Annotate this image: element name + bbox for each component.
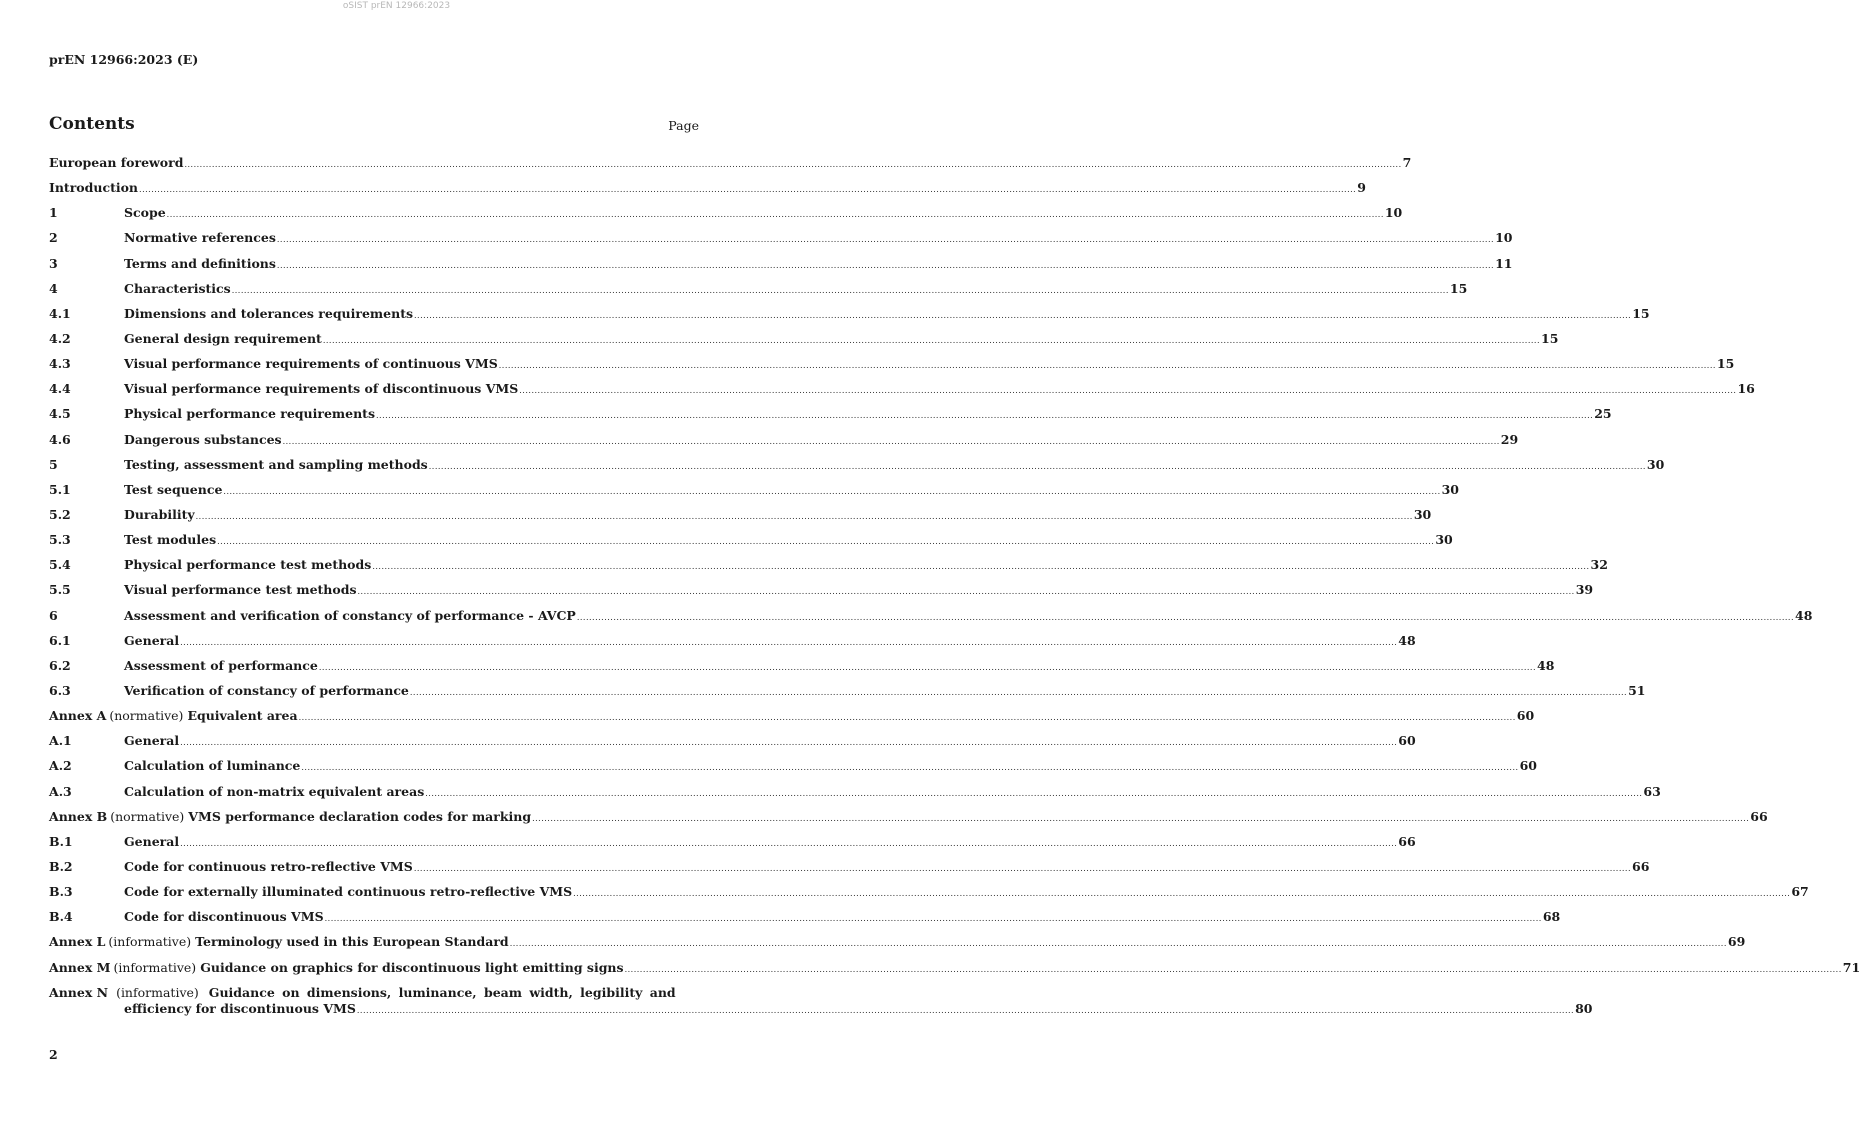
toc-section-number: 5.1 <box>49 481 71 497</box>
toc-leader-dots: ................................................................................................................................................................................................................................................................................................................................................................................................................ <box>322 335 1540 345</box>
toc-section-number: 4.5 <box>49 406 71 422</box>
toc-section-number: 4 <box>49 280 58 296</box>
toc-page-number: 11 <box>1495 255 1513 271</box>
toc-entry[interactable] <box>49 730 1416 755</box>
toc-section-number: A.2 <box>49 758 72 774</box>
toc-leader-dots: ................................................................................................................................................................................................................................................................................................................................................................................................................ <box>576 612 1794 622</box>
toc-leader-dots: ................................................................................................................................................................................................................................................................................................................................................................................................................ <box>180 838 1398 848</box>
toc-annex-kind: (normative) <box>109 708 184 724</box>
toc-section-number: B.2 <box>49 858 73 874</box>
toc-section-number: B.4 <box>49 909 73 925</box>
toc-entry[interactable] <box>49 705 1535 730</box>
toc-leader-dots: ................................................................................................................................................................................................................................................................................................................................................................................................................ <box>166 210 1384 220</box>
toc-section-number: 4.2 <box>49 330 71 346</box>
document-id: prEN 12966:2023 (E) <box>49 52 199 67</box>
toc-entry[interactable] <box>49 655 1555 680</box>
toc-page-number: 48 <box>1537 657 1555 673</box>
toc-annex-label: Annex M <box>49 959 111 975</box>
toc-leader-dots: ................................................................................................................................................................................................................................................................................................................................................................................................................ <box>498 361 1716 371</box>
toc-title: Physical performance test methods <box>124 557 372 573</box>
toc-leader-dots: ................................................................................................................................................................................................................................................................................................................................................................................................................ <box>195 511 1413 521</box>
toc-leader-dots: ................................................................................................................................................................................................................................................................................................................................................................................................................ <box>372 562 1590 572</box>
toc-entry[interactable] <box>49 504 1432 529</box>
toc-title: Code for discontinuous VMS <box>124 909 324 925</box>
toc-title: Terms and definitions <box>124 255 276 271</box>
toc-leader-dots: ................................................................................................................................................................................................................................................................................................................................................................................................................ <box>624 964 1842 974</box>
toc-leader-dots: ................................................................................................................................................................................................................................................................................................................................................................................................................ <box>217 537 1435 547</box>
toc-title: Visual performance requirements of discontinuous VMS <box>124 381 519 397</box>
toc-page-number: 68 <box>1542 909 1561 925</box>
toc-section-number: 5.3 <box>49 532 71 548</box>
toc-entry[interactable] <box>49 152 1412 177</box>
toc-entry[interactable] <box>49 579 1594 604</box>
toc-page-number: 63 <box>1643 783 1661 799</box>
toc-annex-label: Annex L <box>49 934 106 950</box>
toc-entry[interactable] <box>49 906 1561 931</box>
toc-page-number: 66 <box>1398 833 1416 849</box>
toc-entry[interactable] <box>49 202 1403 227</box>
toc-title: Normative references <box>124 230 276 246</box>
toc-title: Terminology used in this European Standard <box>195 934 509 950</box>
toc-annex-kind: (informative) <box>113 959 197 975</box>
toc-annex-kind: (informative) <box>108 934 192 950</box>
toc-page-number: 48 <box>1398 632 1416 648</box>
toc-page-number: 25 <box>1594 406 1612 422</box>
toc-page-number: 69 <box>1727 934 1746 950</box>
toc-leader-dots: ................................................................................................................................................................................................................................................................................................................................................................................................................ <box>509 939 1727 949</box>
toc-title: Calculation of luminance <box>124 758 301 774</box>
toc-title: Visual performance requirements of continuous VMS <box>124 356 498 372</box>
toc-page-number: 32 <box>1590 557 1608 573</box>
toc-entry[interactable] <box>49 454 1665 479</box>
toc-title: General <box>124 733 180 749</box>
toc-page-number: 51 <box>1628 682 1646 698</box>
toc-page-number: 60 <box>1519 758 1537 774</box>
toc-entry[interactable] <box>49 303 1650 328</box>
toc-entry[interactable] <box>49 554 1608 579</box>
toc-title: Assessment and verification of constancy of performance - AVCP <box>124 607 576 623</box>
toc-title: Scope <box>124 205 166 221</box>
toc-title: European foreword <box>49 155 184 170</box>
toc-page-number: 10 <box>1495 230 1513 246</box>
toc-section-number: 5.5 <box>49 582 71 598</box>
toc-entry[interactable] <box>49 378 1755 403</box>
toc-page-number: 80 <box>1575 1000 1593 1016</box>
table-of-contents <box>49 152 1860 1020</box>
toc-title: Durability <box>124 506 195 522</box>
toc-title-line2: efficiency for discontinuous VMS <box>124 1000 356 1016</box>
toc-leader-dots: ................................................................................................................................................................................................................................................................................................................................................................................................................ <box>324 914 1542 924</box>
toc-page-number: 9 <box>1357 180 1366 196</box>
toc-leader-dots: ................................................................................................................................................................................................................................................................................................................................................................................................................ <box>413 863 1631 873</box>
toc-page-number: 48 <box>1795 607 1813 623</box>
toc-entry[interactable] <box>49 957 1860 982</box>
toc-title: General <box>124 632 180 648</box>
toc-page-number: 67 <box>1791 884 1809 900</box>
toc-leader-dots: ................................................................................................................................................................................................................................................................................................................................................................................................................ <box>376 411 1594 421</box>
toc-section-number: 1 <box>49 205 58 221</box>
toc-section-number: 6.2 <box>49 657 71 673</box>
toc-leader-dots: ................................................................................................................................................................................................................................................................................................................................................................................................................ <box>428 461 1646 471</box>
toc-title: General design requirement <box>124 330 322 346</box>
toc-section-number: 6 <box>49 607 58 623</box>
toc-annex-label: Annex B <box>49 808 108 824</box>
page-column-label: Page <box>668 118 699 133</box>
toc-title: Code for externally illuminated continuous retro-reflective VMS <box>124 884 573 900</box>
toc-leader-dots: ................................................................................................................................................................................................................................................................................................................................................................................................................ <box>276 260 1495 270</box>
toc-entry[interactable] <box>49 328 1559 353</box>
toc-entry[interactable] <box>49 781 1661 806</box>
toc-section-number: B.1 <box>49 833 73 849</box>
toc-leader-dots: ................................................................................................................................................................................................................................................................................................................................................................................................................ <box>223 486 1441 496</box>
toc-page-number: 15 <box>1449 280 1468 296</box>
toc-page-number: 30 <box>1646 456 1665 472</box>
toc-leader-dots: ................................................................................................................................................................................................................................................................................................................................................................................................................ <box>184 160 1402 169</box>
toc-leader-dots: ................................................................................................................................................................................................................................................................................................................................................................................................................ <box>298 713 1516 723</box>
toc-title: Physical performance requirements <box>124 406 375 422</box>
toc-leader-dots: ................................................................................................................................................................................................................................................................................................................................................................................................................ <box>139 185 1357 195</box>
toc-title: Test sequence <box>124 481 223 497</box>
toc-entry[interactable] <box>49 353 1735 378</box>
toc-entry[interactable] <box>49 856 1650 881</box>
toc-page-number: 60 <box>1516 708 1535 724</box>
toc-entry[interactable] <box>49 931 1746 956</box>
toc-section-number: 3 <box>49 255 58 271</box>
toc-section-number: B.3 <box>49 884 73 900</box>
toc-page-number: 29 <box>1500 431 1519 447</box>
page-number: 2 <box>49 1047 58 1062</box>
toc-entry[interactable] <box>49 881 1809 906</box>
toc-page-number: 39 <box>1575 582 1594 598</box>
toc-annex-label: Annex N <box>49 984 109 1000</box>
toc-leader-dots: ................................................................................................................................................................................................................................................................................................................................................................................................................ <box>409 687 1628 697</box>
toc-title: Equivalent area <box>187 708 298 724</box>
toc-page-number: 15 <box>1541 330 1559 346</box>
toc-title: Verification of constancy of performance <box>124 682 409 698</box>
toc-title: Guidance on graphics for discontinuous light emitting signs <box>200 959 624 975</box>
toc-entry[interactable] <box>49 529 1453 554</box>
toc-leader-dots: ................................................................................................................................................................................................................................................................................................................................................................................................................ <box>318 662 1537 672</box>
toc-page-number: 7 <box>1402 155 1412 170</box>
toc-entry[interactable] <box>49 806 1768 831</box>
toc-title: Code for continuous retro-reflective VMS <box>124 858 413 874</box>
toc-entry[interactable] <box>49 755 1537 780</box>
toc-page-number: 10 <box>1384 205 1403 221</box>
toc-entry[interactable] <box>49 605 1813 630</box>
toc-leader-dots: ................................................................................................................................................................................................................................................................................................................................................................................................................ <box>357 587 1575 597</box>
contents-title: Contents <box>49 114 135 134</box>
toc-section-number: 4.4 <box>49 381 71 397</box>
toc-page-number: 16 <box>1737 381 1755 397</box>
watermark: oSIST prEN 12966:2023 <box>342 1 451 11</box>
toc-entry-annex-n[interactable] <box>49 982 1593 1020</box>
toc-page-number: 66 <box>1750 808 1768 824</box>
toc-page-number: 15 <box>1632 305 1650 321</box>
toc-title: Dangerous substances <box>124 431 282 447</box>
toc-leader-dots: ................................................................................................................................................................................................................................................................................................................................................................................................................ <box>282 436 1500 446</box>
toc-entry[interactable] <box>49 831 1416 856</box>
toc-section-number: 5 <box>49 456 58 472</box>
toc-page-number: 30 <box>1435 532 1453 548</box>
toc-leader-dots: ................................................................................................................................................................................................................................................................................................................................................................................................................ <box>573 889 1791 899</box>
toc-title: Calculation of non-matrix equivalent areas <box>124 783 425 799</box>
toc-section-number: 4.1 <box>49 305 71 321</box>
toc-page-number: 30 <box>1413 506 1432 522</box>
toc-title: VMS performance declaration codes for marking <box>188 808 532 824</box>
toc-section-number: 5.4 <box>49 557 71 573</box>
toc-section-number: 4.3 <box>49 356 71 372</box>
toc-annex-label: Annex A <box>49 708 107 724</box>
toc-title: Testing, assessment and sampling methods <box>124 456 428 472</box>
toc-section-number: 5.2 <box>49 506 71 522</box>
toc-leader-dots: ................................................................................................................................................................................................................................................................................................................................................................................................................ <box>519 386 1737 396</box>
toc-leader-dots: ................................................................................................................................................................................................................................................................................................................................................................................................................ <box>180 637 1398 647</box>
toc-page-number: 66 <box>1632 858 1650 874</box>
toc-title: Dimensions and tolerances requirements <box>124 305 414 321</box>
toc-title: Assessment of performance <box>124 657 318 673</box>
toc-leader-dots: ................................................................................................................................................................................................................................................................................................................................................................................................................ <box>532 813 1750 823</box>
toc-entry[interactable] <box>49 429 1519 454</box>
toc-annex-kind: (normative) <box>110 808 185 824</box>
toc-entry[interactable] <box>49 227 1513 252</box>
toc-title: General <box>124 833 180 849</box>
toc-page-number: 15 <box>1716 356 1735 372</box>
toc-title-line1: Guidance on dimensions, luminance, beam width, legibility and <box>208 984 676 1000</box>
toc-section-number: 2 <box>49 230 58 246</box>
toc-leader-dots: ................................................................................................................................................................................................................................................................................................................................................................................................................ <box>276 235 1495 245</box>
toc-entry[interactable] <box>49 278 1468 303</box>
toc-leader-dots: ................................................................................................................................................................................................................................................................................................................................................................................................................ <box>414 310 1632 320</box>
toc-page-number: 71 <box>1842 959 1860 975</box>
toc-title: Test modules <box>124 532 217 548</box>
toc-page-number: 30 <box>1441 481 1460 497</box>
toc-entry[interactable] <box>49 479 1460 504</box>
toc-page-number: 60 <box>1398 733 1416 749</box>
toc-leader-dots: ................................................................................................................................................................................................................................................................................................................................................................................................................ <box>231 285 1449 295</box>
toc-title: Introduction <box>49 180 139 196</box>
toc-entry[interactable] <box>49 680 1646 705</box>
toc-leader-dots: ................................................................................................................................................................................................................................................................................................................................................................................................................ <box>356 1005 1575 1015</box>
toc-leader-dots: ................................................................................................................................................................................................................................................................................................................................................................................................................ <box>301 763 1519 773</box>
toc-entry[interactable] <box>49 253 1513 278</box>
toc-section-number: 6.1 <box>49 632 71 648</box>
toc-section-number: A.1 <box>49 733 72 749</box>
toc-entry[interactable] <box>49 630 1416 655</box>
toc-section-number: A.3 <box>49 783 72 799</box>
toc-entry[interactable] <box>49 403 1612 428</box>
toc-section-number: 4.6 <box>49 431 71 447</box>
toc-annex-kind: (informative) <box>116 984 199 1000</box>
toc-title: Characteristics <box>124 280 231 296</box>
toc-entry[interactable] <box>49 177 1366 202</box>
toc-title: Visual performance test methods <box>124 582 357 598</box>
toc-leader-dots: ................................................................................................................................................................................................................................................................................................................................................................................................................ <box>180 738 1398 748</box>
toc-leader-dots: ................................................................................................................................................................................................................................................................................................................................................................................................................ <box>425 788 1643 798</box>
toc-section-number: 6.3 <box>49 682 71 698</box>
